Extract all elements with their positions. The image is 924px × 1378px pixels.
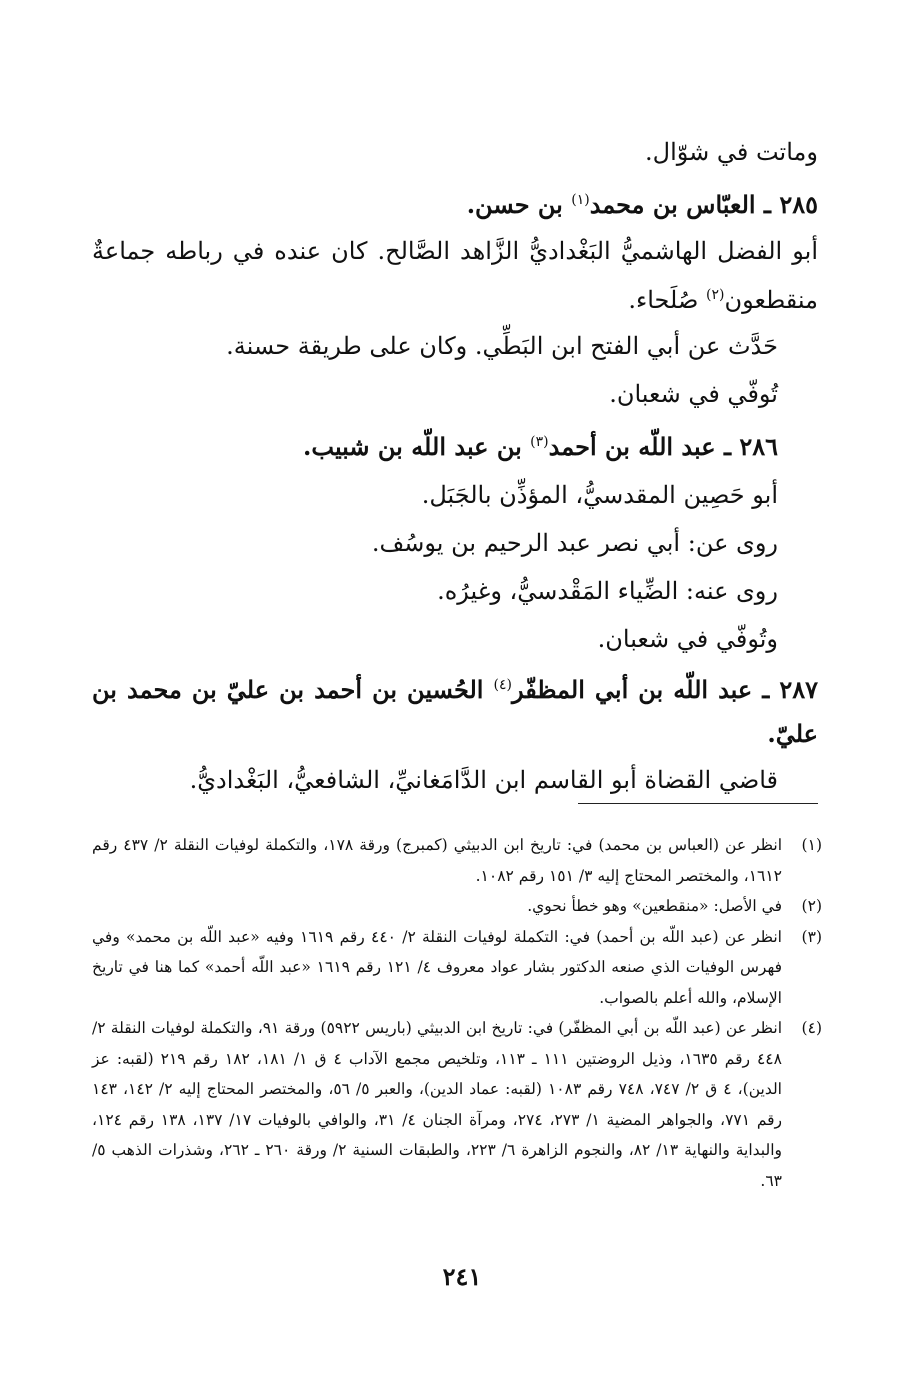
footnote-ref[interactable]: (١)	[571, 192, 590, 208]
entry-title-cont: بن حسن.	[466, 190, 572, 219]
footnote-number: (٣)	[801, 927, 822, 946]
entry-description	[92, 229, 818, 322]
footnotes	[92, 830, 822, 1196]
footnote	[92, 922, 822, 1014]
footnote-number: (٢)	[801, 897, 822, 915]
footnote	[92, 1013, 822, 1196]
footnote	[92, 830, 822, 891]
footnote-separator	[578, 803, 818, 804]
footnote-text: انظر عن (عبد اللّه بن أبي المظفّر) في: تاريخ ابن الدبيثي (باريس ٥٩٢٢) ورقة ٩١، والتكملة لوفيات النقلة ٢/ ٤٤٨ رقم ١٦٣٥، وذيل الروضتين ١١١ ـ ١١٣، وتلخيص مجمع الآداب ٤ ق ١/ ١٨١، ١٨٢ رقم ٢١٩ (لقبه: عز الدين)، ٤ ق ٢/ ٧٤٧، ٧٤٨ رقم ١٠٨٣ (لقبه: عماد الدين)، والعبر ٥/ ٥٦، والمختصر المحتاج إليه ٢/ ١٤٢، ١٤٣ رقم ٧٧١، والجواهر المضية ١/ ٢٧٣، ٢٧٤، ومرآة الجنان ٤/ ٣١، والوافي بالوفيات ١٧/ ١٣٧، ١٣٨ رقم ١٢٤، والبداية والنهاية ١٣/ ٨٢، والنجوم الزاهرة ٦/ ٢٢٣، والطبقات السنية ٢/ ورقة ٢٦٠ ـ ٢٦٢، وشذرات الذهب ٥/ ٦٣.	[92, 1019, 783, 1190]
entry-title-cont: الحُسين بن أحمد بن عليّ بن محمد بن عليّ.	[92, 675, 818, 748]
text-line: حَدَّث عن أبي الفتح ابن البَطِّي. وكان على طريقة حسنة.	[226, 332, 778, 360]
entry-heading	[92, 176, 818, 229]
entry-heading	[92, 418, 818, 471]
text-line: أبو حَصِين المقدسيُّ، المؤذِّن بالجَبَل.	[421, 481, 778, 509]
page-number: ٢٤١	[442, 1262, 482, 1291]
text-line: روى عنه: الضِّياء المَقْدسيُّ، وغيرُه.	[437, 577, 778, 605]
description-text-cont: صُلَحاء.	[628, 286, 706, 314]
entry-title: ٢٨٧ ـ عبد اللّه بن أبي المظفّر	[511, 675, 818, 704]
footnote-ref[interactable]: (٣)	[530, 434, 549, 450]
text-line: قاضي القضاة أبو القاسم ابن الدَّامَغانيِّ، الشافعيُّ، البَغْداديُّ.	[189, 766, 778, 794]
text-line: روى عن: أبي نصر عبد الرحيم بن يوسُف.	[371, 529, 778, 557]
text-line: تُوفّي في شعبان.	[609, 380, 778, 408]
text-line: وماتت في شوّال.	[645, 138, 818, 166]
entry-heading	[92, 663, 818, 756]
footnote-ref[interactable]: (٤)	[493, 677, 512, 693]
description-text: أبو الفضل الهاشميُّ البَغْداديُّ الزَّاهد الصَّالح. كان عنده في رباطه جماعةٌ منقطعون	[92, 237, 819, 314]
entry-title: ٢٨٦ ـ عبد اللّه بن أحمد	[548, 432, 778, 461]
main-text	[92, 128, 818, 804]
footnote-ref[interactable]: (٢)	[706, 287, 725, 303]
footnote-text: انظر عن (العباس بن محمد) في: تاريخ ابن الدبيثي (كمبرج) ورقة ١٧٨، والتكملة لوفيات النقلة ٢/ ٤٣٧ رقم ١٦١٢، والمختصر المحتاج إليه ٣/ ١٥١ رقم ١٠٨٢.	[92, 836, 783, 885]
footnote	[92, 891, 822, 922]
text-line: وتُوفّي في شعبان.	[597, 625, 778, 653]
footnote-text: انظر عن (عبد اللّه بن أحمد) في: التكملة لوفيات النقلة ٢/ ٤٤٠ رقم ١٦١٩ وفيه «عبد اللّه بن محمد» وفي فهرس الوفيات الذي صنعه الدكتور بشار عواد معروف ٤/ ١٢١ رقم ١٦١٩ «عبد اللّه أحمد» كما هنا في تاريخ الإسلام، والله أعلم بالصواب.	[92, 927, 782, 1007]
footnote-number: (١)	[801, 836, 822, 854]
footnote-text: في الأصل: «منقطعين» وهو خطأ نحوي.	[527, 897, 782, 915]
entry-title-cont: بن عبد اللّه بن شبيب.	[303, 432, 531, 461]
entry-title: ٢٨٥ ـ العبّاس بن محمد	[589, 190, 818, 219]
footnote-number: (٤)	[801, 1019, 822, 1037]
